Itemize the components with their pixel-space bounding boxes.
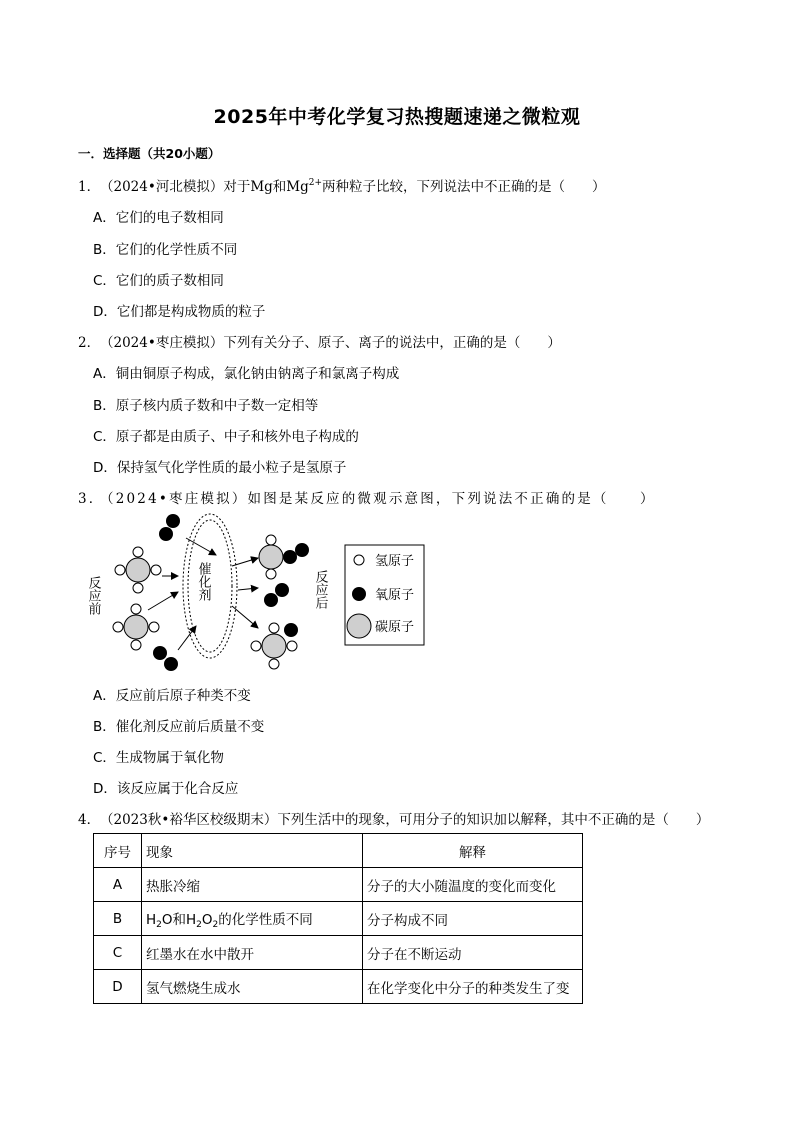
table-header-row — [94, 834, 583, 868]
arrow — [232, 558, 258, 566]
header-explanation: 解释 — [363, 834, 583, 868]
row-explanation: 分子的大小随温度的变化而变化 — [363, 868, 583, 902]
legend-oxygen: 氧原子 — [375, 588, 415, 603]
legend — [345, 545, 424, 645]
table-row — [94, 902, 583, 936]
arrow — [232, 606, 258, 628]
question-3-stem: 3．（2024•枣庄模拟）如图是某反应的微观示意图，下列说法不正确的是（ ） — [78, 491, 656, 507]
row-phenomenon: 热胀冷缩 — [142, 868, 363, 902]
question-1-option-b: B．它们的化学性质不同 — [93, 242, 238, 258]
row-explanation: 分子在不断运动 — [363, 936, 583, 970]
question-2-option-a: A．铜由铜原子构成，氯化钠由钠离子和氯离子构成 — [93, 366, 400, 382]
oxygen-legend-icon — [352, 587, 366, 601]
question-2-option-c: C．原子都是由质子、中子和核外电子构成的 — [93, 429, 359, 445]
explanation-table — [93, 833, 583, 1004]
question-2-option-b: B．原子核内质子数和中子数一定相等 — [93, 398, 319, 414]
legend-carbon: 碳原子 — [375, 620, 415, 635]
table-row — [94, 868, 583, 902]
carbon-legend-icon — [347, 614, 371, 638]
before-char: 反应前 — [85, 576, 101, 615]
after-label: 反应后 — [312, 570, 328, 609]
row-id: A — [94, 868, 142, 902]
question-2-stem: 2．（2024•枣庄模拟）下列有关分子、原子、离子的说法中，正确的是（ ） — [78, 335, 561, 351]
row-phenomenon: $H_2O$和$H_2O_2$的化学性质不同 — [142, 902, 363, 936]
methane-molecule-top — [115, 547, 161, 593]
question-3-option-b: B．催化剂反应前后质量不变 — [93, 719, 265, 735]
catalyst-label: 催化剂 — [195, 562, 211, 601]
product-molecule-bottom — [251, 623, 298, 669]
oxygen-molecule-bottom — [153, 646, 178, 671]
row-phenomenon: 红墨水在水中散开 — [142, 936, 363, 970]
row-id: C — [94, 936, 142, 970]
arrow — [178, 626, 196, 650]
question-1-option-c: C．它们的质子数相同 — [93, 273, 224, 289]
row-phenomenon: 氢气燃烧生成水 — [142, 970, 363, 1004]
question-number: 1． — [78, 179, 101, 195]
reaction-diagram — [85, 510, 428, 678]
question-4-stem: 4．（2023秋•裕华区校级期末）下列生活中的现象，可用分子的知识加以解释，其中不正确的是（ ） — [78, 812, 710, 828]
before-label — [86, 576, 102, 615]
question-3-option-c: C．生成物属于氧化物 — [93, 750, 224, 766]
question-3-option-d: D．该反应属于化合反应 — [93, 781, 239, 797]
header-phenomenon: 现象 — [142, 834, 363, 868]
row-id: B — [94, 902, 142, 936]
row-explanation: 在化学变化中分子的种类发生了变 — [363, 970, 583, 1004]
oxygen-molecule-top — [159, 514, 180, 541]
header-index: 序号 — [94, 834, 142, 868]
methane-molecule-bottom — [113, 604, 159, 650]
question-3-option-a: A．反应前后原子种类不变 — [93, 688, 251, 704]
hydrogen-legend-icon — [354, 555, 364, 565]
catalyst-ellipse — [183, 514, 237, 658]
arrow — [148, 592, 178, 610]
arrow — [238, 588, 258, 590]
arrow — [186, 538, 216, 555]
table-row — [94, 936, 583, 970]
question-1-stem: 1．（2024•河北模拟）对于Mg和$Mg^{2+}$两种粒子比较，下列说法中不正确的是（ ） — [78, 175, 606, 195]
question-1-option-a: A．它们的电子数相同 — [93, 210, 224, 226]
oxygen-molecule-middle — [264, 583, 289, 607]
carbon-dioxide-molecule — [259, 535, 309, 579]
table-row — [94, 970, 583, 1004]
legend-hydrogen: 氢原子 — [375, 554, 415, 569]
question-1-option-d: D．它们都是构成物质的粒子 — [93, 304, 266, 320]
section-heading: 一．选择题（共20小题） — [78, 146, 221, 161]
question-2-option-d: D．保持氢气化学性质的最小粒子是氢原子 — [93, 460, 347, 476]
row-explanation: 分子构成不同 — [363, 902, 583, 936]
page-title: 2025年中考化学复习热搜题速递之微粒观 — [213, 106, 581, 128]
row-id: D — [94, 970, 142, 1004]
